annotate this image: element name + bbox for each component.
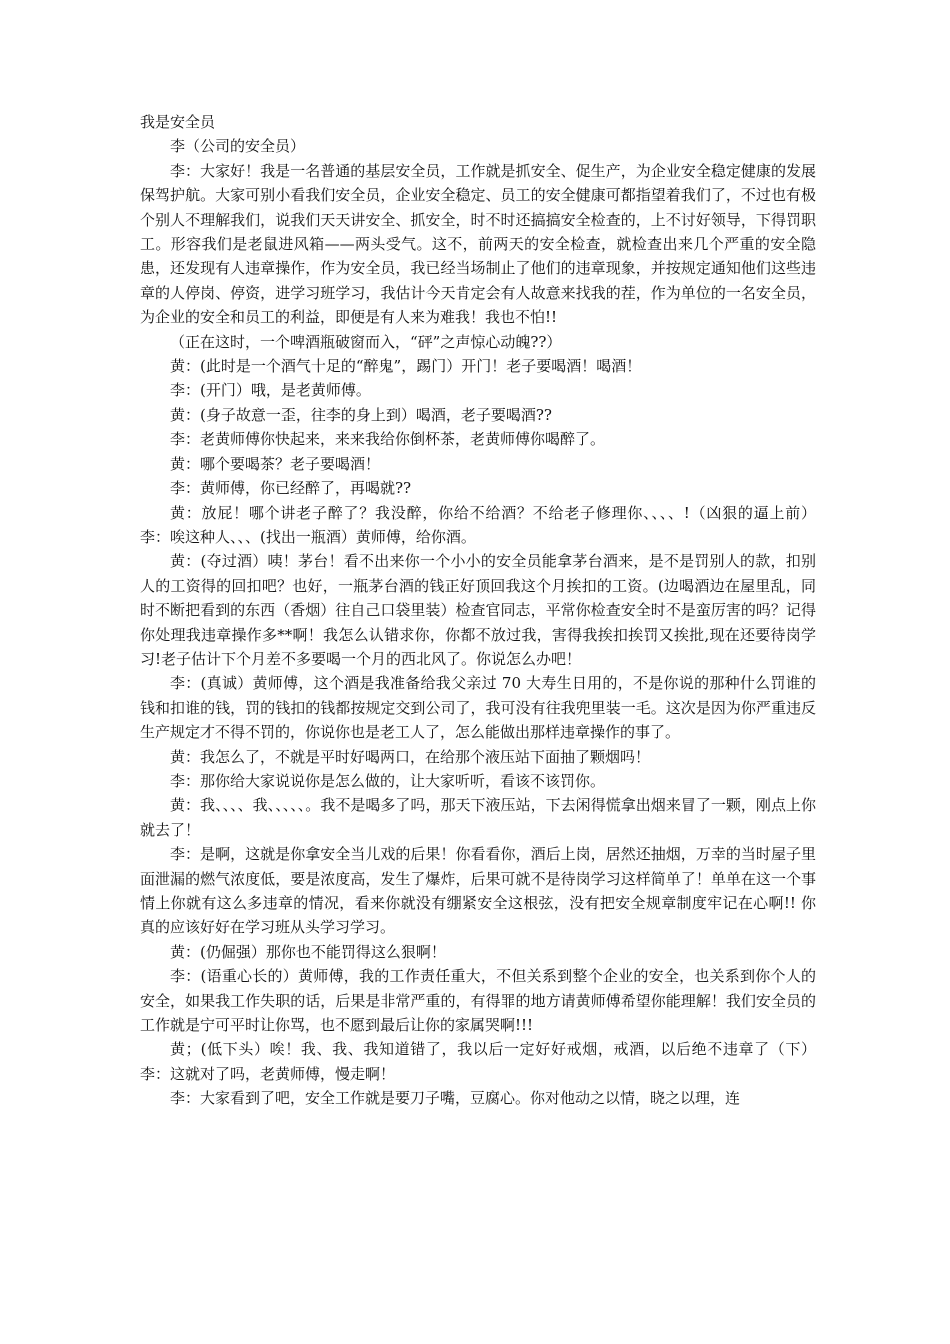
paragraph-cast: 李（公司的安全员） xyxy=(170,137,306,156)
paragraph-dialogue: 黄：(身子故意一歪，往李的身上到）喝酒，老子要喝酒?? xyxy=(170,405,552,424)
paragraph-dialogue: 黄：哪个要喝茶？老子要喝酒！ xyxy=(170,454,381,473)
paragraph-dialogue: 黄：(此时是一个酒气十足的“醉鬼”，踢门）开门！老子要喝酒！喝酒！ xyxy=(170,357,642,376)
paragraph-dialogue: 黄：我怎么了，不就是平时好喝两口，在给那个液压站下面抽了颗烟吗！ xyxy=(170,747,651,766)
paragraph-dialogue: 李：大家看到了吧，安全工作就是要刀子嘴，豆腐心。你对他动之以情，晓之以理，连 xyxy=(170,1089,741,1108)
paragraph-dialogue: 黄：(仍倔强）那你也不能罚得这么狠啊！ xyxy=(170,942,446,961)
paragraph-li-monologue: 李：大家好！我是一名普通的基层安全员，工作就是抓安全、促生产，为企业安全稳定健康的发展保驾护航。大家可别小看我们安全员，企业安全稳定、员工的安全健康可都指望着我们了，不过也有极个别人不理解我们，说我们天天讲安全、抓安全，时不时还搞搞安全检查的，上不讨好领导，下得罚职工。形容我们是老鼠进风箱——两头受气。这不，前两天的安全检查，就检查出来几个严重的安全隐患，还发现有人违章操作，作为安全员，我已经当场制止了他们的违章现象，并按规定通知他们这些违章的人停岗、停资，进学习班学习，我估计今天肯定会有人故意来找我的茬，作为单位的一名安全员，为企业的安全和员工的利益，即便是有人来为难我！我也不怕!! xyxy=(140,161,816,327)
document-page xyxy=(140,110,816,1111)
paragraph-dialogue: 黄：(夺过酒）咦！茅台！看不出来你一个小小的安全员能拿茅台酒来，是不是罚别人的款，扣别人的工资得的回扣吧？也好，一瓶茅台酒的钱正好顶回我这个月挨扣的工资。(边喝酒边在屋里乱，同时不断把看到的东西（香烟）往自己口袋里装）检查官同志，平常你检查安全时不是蛮厉害的吗？记得你处理我违章操作多**啊！我怎么认错求你，你都不放过我，害得我挨扣挨罚又挨批,现在还要待岗学习!老子估计下个月差不多要喝一个月的西北风了。你说怎么办吧！ xyxy=(140,552,816,668)
paragraph-dialogue: 李：(真诚）黄师傅，这个酒是我准备给我父亲过 70 大寿生日用的，不是你说的那种什么罚谁的钱和扣谁的钱，罚的钱扣的钱都按规定交到公司了，我可没有往我兜里装一毛。这次是因为你严重违反生产规定才不得不罚的，你说你也是老工人了，怎么能做出那样违章操作的事了。 xyxy=(140,674,816,742)
paragraph-dialogue: 李：(开门）哦，是老黄师傅。 xyxy=(170,381,371,400)
paragraph-dialogue: 李：黄师傅，你已经醉了，再喝就?? xyxy=(170,479,412,498)
paragraph-stage-direction: （正在这时，一个啤酒瓶破窗而入，“砰”之声惊心动魄??） xyxy=(170,332,562,351)
document-title: 我是安全员 xyxy=(140,113,216,131)
paragraph-dialogue: 李：(语重心长的）黄师傅，我的工作责任重大，不但关系到整个企业的安全，也关系到你个人的安全，如果我工作失职的话，后果是非常严重的，有得罪的地方请黄师傅希望你能理解！我们安全员的工作就是宁可平时让你骂，也不愿到最后让你的家属哭啊!!! xyxy=(140,967,816,1035)
paragraph-dialogue: 李：是啊，这就是你拿安全当儿戏的后果！你看看你，酒后上岗，居然还抽烟，万幸的当时屋子里面泄漏的燃气浓度低，要是浓度高，发生了爆炸，后果可就不是待岗学习这样简单了！单单在这一个事情上你就有这么多违章的情况，看来你就没有绷紧安全这根弦，没有把安全规章制度牢记在心啊!! 你真的应该好好在学习班从头学习学习。 xyxy=(140,845,816,937)
paragraph-dialogue: 黄：放屁！哪个讲老子醉了？我没醉，你给不给酒？不给老子修理你、、、、!（凶狠的逼上前） 李：唉这种人、、、(找出一瓶酒）黄师傅，给你酒。 xyxy=(140,503,816,546)
paragraph-dialogue: 李：那你给大家说说你是怎么做的，让大家听听，看该不该罚你。 xyxy=(170,771,606,790)
paragraph-dialogue: 黄；(低下头）唉！我、我、我知道错了，我以后一定好好戒烟，戒酒，以后绝不违章了（下） 李：这就对了吗，老黄师傅，慢走啊！ xyxy=(140,1040,816,1083)
paragraph-dialogue: 黄：我、、、、我、、、、、。我不是喝多了吗，那天下液压站，下去闲得慌拿出烟来冒了一颗，刚点上你就去了！ xyxy=(140,796,816,839)
paragraph-dialogue: 李：老黄师傅你快起来，来来我给你倒杯茶，老黄师傅你喝醉了。 xyxy=(170,430,606,449)
